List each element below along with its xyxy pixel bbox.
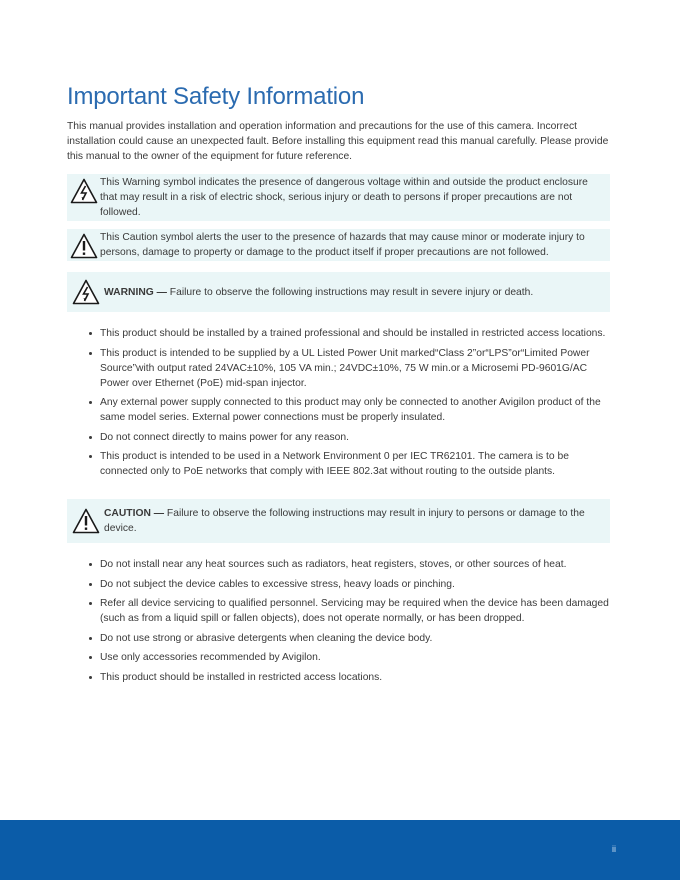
list-item: Do not subject the device cables to excessive stress, heavy loads or pinching. (67, 577, 610, 592)
caution-icon (67, 230, 100, 259)
caution-text: Failure to observe the following instructions may result in injury to persons or damage to the device. (104, 508, 585, 535)
list-item: This product should be installed by a trained professional and should be installed in restricted access locations. (67, 326, 610, 341)
caution-label: CAUTION — (104, 508, 165, 520)
electric-hazard-icon (67, 279, 104, 305)
list-item: Any external power supply connected to this product may only be connected to another Avigilon product of the same model series. External power connections must be properly insulated. (67, 395, 610, 425)
warning-banner-text (104, 285, 604, 300)
list-item: This product is intended to be supplied by a UL Listed Power Unit marked“Class 2”or“LPS”or“Limited Power Source”with output rated 24VAC±10%, 105 VA min.; 24VDC±10%, 75 W min.or a Microsemi PD-9601G/AC Power over Ethernet (PoE) mid-span injector. (67, 346, 610, 391)
list-item: Do not install near any heat sources such as radiators, heat registers, stoves, or other sources of heat. (67, 557, 610, 572)
safety-page (67, 82, 610, 689)
warning-list (67, 326, 610, 479)
list-item: Do not use strong or abrasive detergents when cleaning the device body. (67, 631, 610, 646)
page-number: ii (612, 844, 616, 854)
caution-banner-text (104, 506, 604, 536)
page-title: Important Safety Information (67, 83, 365, 110)
voltage-symbol-text: This Warning symbol indicates the presence of dangerous voltage within and outside the product enclosure that may result in a risk of electric shock, serious injury or death to persons if proper precautions are not followed. (100, 177, 588, 219)
voltage-symbol-note (67, 174, 610, 221)
caution-list (67, 557, 610, 685)
caution-symbol-text: This Caution symbol alerts the user to the presence of hazards that may cause minor or moderate injury to persons, damage to property or damage to the product itself if proper precautions are not followed. (100, 232, 585, 259)
caution-symbol-note (67, 229, 610, 261)
warning-text: Failure to observe the following instructions may result in severe injury or death. (166, 286, 534, 298)
list-item: This product should be installed in restricted access locations. (67, 670, 610, 685)
caution-banner (67, 499, 610, 543)
list-item: This product is intended to be used in a Network Environment 0 per IEC TR62101. The camera is to be connected only to PoE networks that comply with IEEE 802.3at without routing to the outside plants. (67, 449, 610, 479)
warning-label: WARNING — (104, 286, 167, 298)
list-item: Do not connect directly to mains power for any reason. (67, 430, 610, 445)
warning-banner (67, 272, 610, 312)
intro-paragraph: This manual provides installation and operation information and precautions for the use of this camera. Incorrect installation could cause an unexpected fault. Before installing this equipment read this manual carefully. Please provide this manual to the owner of the equipment for future reference. (67, 121, 609, 162)
page-footer (0, 820, 680, 880)
electric-hazard-icon (67, 175, 100, 204)
caution-icon (67, 508, 104, 534)
list-item: Use only accessories recommended by Avigilon. (67, 650, 610, 665)
list-item: Refer all device servicing to qualified personnel. Servicing may be required when the device has been damaged (such as from a liquid spill or fallen objects), does not operate normally, or has been dropped. (67, 596, 610, 626)
